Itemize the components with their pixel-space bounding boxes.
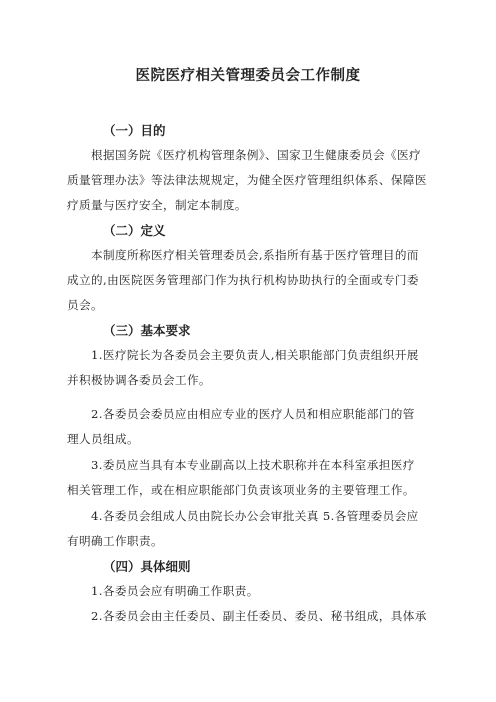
- paragraph-line: 相关管理工作，或在相应职能部门负责该项业务的主要管理工作。: [67, 483, 415, 497]
- paragraph-line: 有明确工作职责。: [67, 534, 163, 548]
- document-title: 医院医疗相关管理委员会工作制度: [135, 68, 361, 84]
- paragraph-line: 本制度所称医疗相关管理委员会,系指所有基于医疗管理目的而: [91, 248, 419, 262]
- paragraph-line: 3.委员应当具有本专业副高以上技术职称并在本科室承担医疗: [91, 458, 415, 472]
- paragraph-line: 质量管理办法》等法律法规规定，为健全医疗管理组织体系、保障医: [67, 173, 427, 187]
- section-heading-definition: （二）定义: [103, 223, 166, 238]
- paragraph-line: 理人员组成。: [67, 432, 139, 446]
- paragraph-line: 员会。: [67, 298, 103, 312]
- paragraph-line: 4.各委员会组成人员由院长办公会审批关真 5.各管理委员会应: [91, 509, 419, 523]
- section-heading-basic-requirements: （三）基本要求: [103, 323, 191, 338]
- section-heading-purpose: （一）目的: [103, 123, 166, 138]
- paragraph-line: 1.各委员会应有明确工作职责。: [91, 584, 259, 598]
- paragraph-line: 疗质量与医疗安全，制定本制度。: [67, 198, 247, 212]
- paragraph-line: 1.医疗院长为各委员会主要负责人,相关职能部门负责组织开展: [91, 348, 419, 362]
- section-heading-specific-rules: （四）具体细则: [103, 559, 191, 574]
- paragraph-line: 根据国务院《医疗机构管理条例》、国家卫生健康委员会《医疗: [91, 148, 422, 162]
- paragraph-line: 成立的,由医院医务管理部门作为执行机构协助执行的全面或专门委: [67, 273, 419, 287]
- paragraph-line: 2.各委员会由主任委员、副主任委员、委员、秘书组成，具体承: [91, 609, 427, 623]
- paragraph-line: 2.各委员会委员应由相应专业的医疗人员和相应职能部门的管: [91, 407, 415, 421]
- paragraph-line: 并积极协调各委员会工作。: [67, 373, 211, 387]
